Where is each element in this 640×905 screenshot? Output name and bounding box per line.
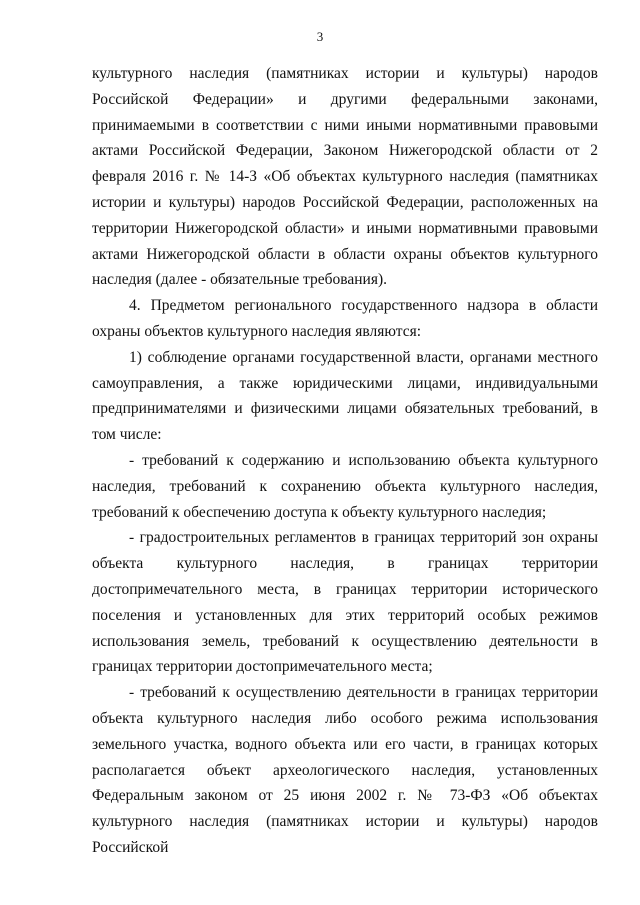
paragraph-subitem-1: 1) соблюдение органами государственной власти, органами местного самоуправления, а также юридическими лицами, индивидуальными предпринимателями и физическими лицами обязательных требований, в том числе: [92, 348, 598, 444]
page-number: 3 [316, 29, 324, 44]
paragraph-dash-item-content-use: - требований к содержанию и использованию объекта культурного наследия, требований к сохранению объекта культурного наследия, требований к обеспечению доступа к объекту культурного наследия; [92, 451, 598, 521]
document-body [92, 61, 598, 861]
paragraph-item-4: 4. Предметом регионального государственного надзора в области охраны объектов культурного наследия являются: [92, 297, 598, 340]
paragraph-dash-item-urban-regulations: - градостроительных регламентов в границах территорий зон охраны объекта культурного наследия, в границах территории достопримечательного места, в границах территории исторического поселения и установленных для этих территорий особых режимов использования земель, требований к осуществлению деятельности в границах территории достопримечательного места; [92, 529, 598, 676]
paragraph-dash-item-activity-requirements: - требований к осуществлению деятельности в границах территории объекта культурного наследия либо особого режима использования земельного участка, водного объекта или его части, в границах которых располагается объект археологического наследия, установленных Федеральным законом от 25 июня 2002 г. № 73-ФЗ «Об объектах культурного наследия (памятниках истории и культуры) народов Российской [92, 684, 598, 856]
paragraph-continuation: культурного наследия (памятниках истории и культуры) народов Российской Федерации» и другими федеральными законами, принимаемыми в соответствии с ними иными нормативными правовыми актами Российской Федерации, Законом Нижегородской области от 2 февраля 2016 г. № 14-З «Об объектах культурного наследия (памятниках истории и культуры) народов Российской Федерации, расположенных на территории Нижегородской области» и иными нормативными правовыми актами Нижегородской области в области охраны объектов культурного наследия (далее - обязательные требования). [92, 65, 598, 289]
